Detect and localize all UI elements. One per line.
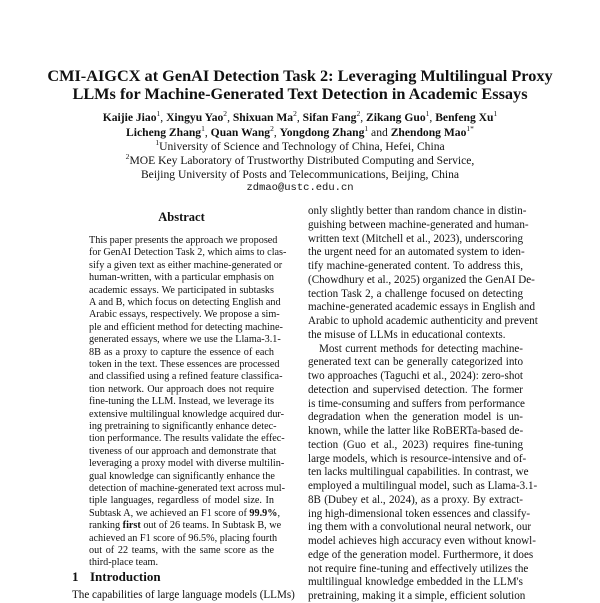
text-segment: ranking [89,520,123,532]
body-line: guishing between machine-generated and human- [308,218,529,231]
body-line: detection and supervised detection. The former [308,383,523,396]
body-line: employed a multilingual model, such as Llama-3.1- [308,480,538,492]
affiliation-line [0,154,600,167]
text-segment: Subtask A, we achieved an F1 score of [89,507,250,519]
abstract-line: tiple languages, regardless of model size. In [89,495,274,507]
superscript: 1* [466,123,474,133]
abstract-line: tiveness of our approach and demonstrate that [89,445,277,457]
abstract-line: sify a given text as either machine-generated or [89,259,283,271]
text-segment: and [368,125,391,139]
body-line: two approaches (Taguchi et al., 2024): zero-shot [308,370,523,382]
body-line: ing high-dimensional token essences and classify- [308,507,531,520]
abstract-line: out of 22 teams, with the same score as the [89,545,274,556]
superscript: 1 [155,138,160,147]
superscript: 1 [364,123,369,133]
abstract-line: third-place team. [89,557,159,569]
text-segment: , [273,125,280,139]
body-line: is time-consuming and suffers from performance [308,397,525,410]
body-line: large models, which is resource-intensive and of- [308,452,527,465]
paper-title-line: LLMs for Machine-Generated Text Detection in Academic Essays [72,84,528,103]
text-segment: out of 26 teams. In Subtask B, we [140,520,282,532]
abstract-line: human-written, with a particular emphasis on [89,272,275,284]
body-line: edge of the generation model. Furthermore, it does [308,548,534,561]
bold-text: Licheng Zhang [126,125,202,139]
bold-text: Zikang Guo [366,111,426,124]
abstract-line: generated essays, where we use the Llama-3.1- [89,334,281,346]
section-number: 1 [72,569,79,584]
abstract-line: ing pretraining to significantly enhance detec- [89,421,277,432]
bold-text: Yongdong Zhang [279,125,365,139]
abstract-heading: Abstract [158,210,205,224]
body-line: written text (Mitchell et al., 2023), underscoring [308,232,523,245]
body-line: tection Task 2, a challenge focused on detecting [308,287,523,300]
body-line: machine-generated academic essays in English and [308,301,536,314]
text-segment: , [160,111,167,124]
body-line: not require fine-tuning and effectively utilizes the [308,562,529,575]
abstract-line: leveraging a proxy model with diverse multilin- [89,458,285,470]
abstract-line: achieved an F1 score of 96.5%, placing fourth [89,532,278,544]
abstract-line: This paper presents the approach we proposed [89,235,278,246]
text-segment: , [227,111,233,124]
bold-text: Sifan Fang [302,111,357,124]
bold-text: Kaijie Jiao [102,111,157,124]
superscript: 1 [493,109,498,118]
body-line: 8B (Dubey et al., 2024), as a proxy. By extract- [308,493,523,506]
paper-title-line: CMI-AIGCX at GenAI Detection Task 2: Leveraging Multilingual Proxy [47,66,553,85]
body-line: pretraining, making it a simple, efficient solution [308,590,526,602]
abstract-line: token in the text. These essences are processed [89,359,280,370]
body-line: generated text can be generally categorized into [308,356,523,369]
body-line: Arabic to uphold academic authenticity and prevent [308,315,538,327]
text-segment: , [204,125,211,139]
abstract-line: tion network. Our approach does not require [89,383,274,395]
bold-text: Shixuan Ma [232,111,294,124]
affiliation-line [0,168,600,181]
body-line: known, while the latter like RoBERTa-based de- [308,425,524,437]
text-segment: , [296,111,303,124]
body-line: tify machine-generated content. To address this, [308,260,523,272]
abstract-line: extensive multilingual knowledge acquired dur- [89,408,284,420]
text-segment: Beijing University of Posts and Telecommunications, Beijing, China [140,168,460,181]
abstract-line: ple and efficient method for detecting machine- [89,321,283,333]
text-segment: , [277,507,280,519]
abstract-line: A and B, which focus on detecting English and [89,297,281,308]
abstract-line: 8B as a proxy to capture the essence of each [89,346,274,358]
body-line: degradation when the generation model is un- [308,411,523,424]
superscript: 1 [425,109,430,118]
body-line: model achieves high accuracy even without knowl- [308,535,536,547]
body-line: ten lacks multilingual capabilities. In contrast, we [308,466,529,479]
superscript: 2 [223,109,228,118]
abstract-line: detection of machine-generated text across mul- [89,483,286,494]
body-line: ing them with a convolutional neural network, our [308,521,532,534]
superscript: 2 [125,152,130,161]
abstract-line: tion performance. The results validate the effec- [89,433,285,445]
abstract-line: academic essays. We participated in subtasks [89,284,274,296]
author-email: zdmao@ustc.edu.cn [246,182,354,194]
bold-text: Benfeng Xu [435,111,494,124]
abstract-line: Arabic essays, respectively. We propose a sim- [89,309,280,321]
author-line [0,111,600,124]
body-line: only slightly better than random chance in distin- [308,205,527,217]
superscript: 1 [201,123,205,133]
abstract-line: fine-tuning the LLM. Instead, we leverage its [89,396,275,408]
body-line: multilingual knowledge embedded in the LLM's [308,576,523,589]
text-segment: , [429,111,436,124]
author-line [0,123,600,139]
bold-text: first [122,520,141,532]
bold-text: 99.9% [249,507,278,519]
bold-text: Quan Wang [210,125,271,139]
text-segment: , [360,111,367,124]
abstract-line [89,520,282,532]
superscript: 1 [156,109,161,118]
abstract-line: and classified using a refined feature classifica- [89,371,283,383]
superscript: 2 [356,109,361,118]
bold-text: Zhendong Mao [390,125,467,139]
superscript: 2 [270,123,274,133]
bold-text: Xingyu Yao [166,111,224,124]
abstract-line [89,507,280,520]
body-line: the misuse of LLMs in educational contexts. [308,328,506,341]
abstract-line: gual knowledge can significantly enhance the [89,470,275,482]
body-line: (Chowdhury et al., 2025) organized the GenAI De- [308,273,535,286]
superscript: 2 [293,109,297,118]
text-segment: MOE Key Laboratory of Trustworthy Distributed Computing and Service, [129,154,475,167]
body-line: Most current methods for detecting machine- [319,342,523,355]
affiliation-line [0,140,600,153]
body-line: the urgent need for an automated system to iden- [308,246,525,259]
body-line: tection (Guo et al., 2023) requires fine-tuning [308,438,523,451]
abstract-line: for GenAI Detection Task 2, which aims to clas- [89,247,287,259]
text-segment: University of Science and Technology of China, Hefei, China [159,140,445,153]
section-heading-introduction: Introduction [90,569,161,584]
body-line: The capabilities of large language models (LLMs) [72,589,295,601]
